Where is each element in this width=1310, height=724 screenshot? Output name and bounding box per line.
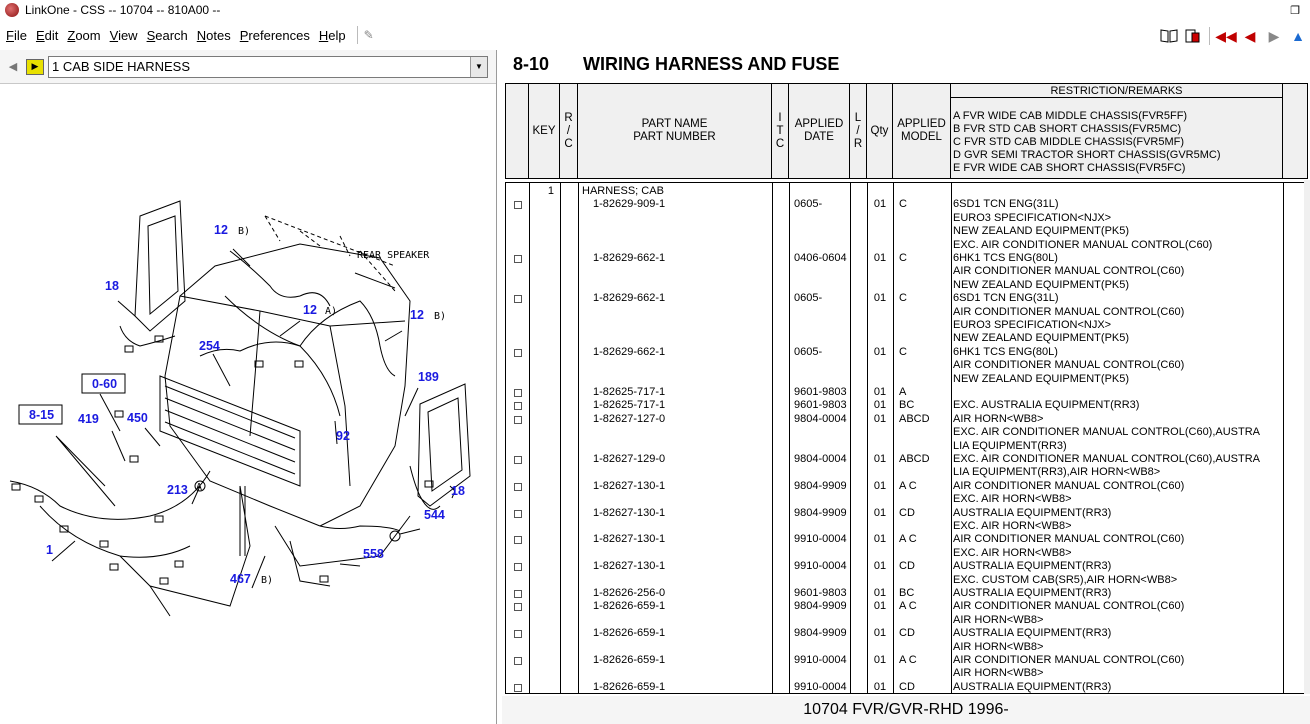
row-part: 1-82626-659-1 — [593, 654, 666, 666]
row-remark: AUSTRALIA EQUIPMENT(RR3) — [953, 627, 1112, 640]
row-part: 1-82626-256-0 — [593, 587, 666, 599]
row-remark: EXC. AIR HORN<WB8> — [953, 493, 1072, 506]
row-applied-model: A C — [899, 654, 917, 666]
row-applied-model: C — [899, 252, 907, 264]
menu-separator — [357, 26, 358, 44]
menu-item-mnemonic: P — [239, 27, 249, 43]
row-remark: NEW ZEALAND EQUIPMENT(PK5) — [953, 372, 1130, 385]
row-applied-model: C — [899, 345, 907, 358]
row-qty: 01 — [873, 479, 887, 492]
callout-suffix: B) — [261, 575, 274, 586]
row-part: 1-82627-130-1 — [593, 560, 666, 573]
menu-item-mnemonic: S — [146, 27, 156, 43]
row-remark: AIR CONDITIONER MANUAL CONTROL(C60) — [953, 654, 1185, 666]
row-part: 1-82627-129-0 — [593, 453, 666, 465]
table-row[interactable] — [506, 560, 1308, 587]
menu-item-file[interactable] — [3, 28, 30, 43]
restore-icon: ❐ — [1290, 4, 1300, 17]
row-remark: LIA EQUIPMENT(RR3) — [953, 439, 1067, 452]
row-qty: 01 — [873, 506, 887, 519]
row-checkbox[interactable] — [514, 603, 522, 611]
row-qty: 01 — [873, 292, 887, 305]
restriction-legend-line: A FVR WIDE CAB MIDDLE CHASSIS(FVR5FF) — [953, 110, 1188, 122]
book-icon[interactable] — [1157, 25, 1181, 47]
next-page-icon[interactable]: ▶ — [1268, 27, 1280, 44]
restriction-legend — [951, 110, 1282, 175]
table-row[interactable] — [506, 198, 1308, 252]
row-applied-date: 9804-0004 — [794, 412, 847, 425]
row-part: 1-82626-659-1 — [593, 680, 666, 693]
row-checkbox[interactable] — [514, 483, 522, 491]
row-checkbox[interactable] — [514, 456, 522, 464]
table-row[interactable] — [506, 346, 1308, 386]
row-remark: AIR CONDITIONER MANUAL CONTROL(C60) — [953, 479, 1185, 492]
header-key: KEY — [529, 84, 560, 178]
restriction-legend-line: C FVR STD CAB MIDDLE CHASSIS(FVR5MF) — [953, 136, 1185, 148]
previous-page-icon[interactable]: ◀ — [1244, 27, 1256, 44]
row-remark: AIR CONDITIONER MANUAL CONTROL(C60) — [953, 305, 1185, 318]
row-applied-date: 0605- — [794, 345, 823, 358]
menu-item-help[interactable] — [316, 28, 349, 43]
callout-8-15: 8-15 — [29, 408, 55, 422]
menu-item-mnemonic: N — [196, 27, 207, 43]
table-row[interactable] — [506, 587, 1308, 600]
row-checkbox[interactable] — [514, 389, 522, 397]
row-qty: 01 — [873, 345, 887, 358]
row-remark: 6HK1 TCS ENG(80L) — [953, 252, 1058, 264]
row-applied-model: BC — [899, 587, 915, 599]
row-applied-model: A C — [899, 533, 917, 546]
callout-12-mid: 12 — [303, 303, 317, 317]
row-applied-model: CD — [899, 627, 915, 640]
menu-item-label: oom — [75, 27, 101, 43]
row-part: 1-82629-662-1 — [593, 292, 666, 305]
restriction-legend-line: D GVR SEMI TRACTOR SHORT CHASSIS(GVR5MC) — [953, 149, 1221, 161]
table-row[interactable] — [506, 252, 1308, 292]
row-applied-date: 9804-9909 — [794, 627, 847, 640]
row-remark: EXC. AIR HORN<WB8> — [953, 519, 1072, 532]
table-row[interactable] — [506, 533, 1308, 560]
row-applied-date: 9910-0004 — [794, 654, 847, 666]
row-applied-model: ABCD — [899, 453, 930, 465]
menu-item-preferences[interactable] — [237, 28, 313, 43]
row-remark: AIR CONDITIONER MANUAL CONTROL(C60) — [953, 533, 1185, 546]
menu-item-label: earch — [155, 27, 188, 43]
first-page-icon[interactable]: ◀◀ — [1215, 27, 1237, 44]
table-row[interactable] — [506, 185, 1308, 198]
row-applied-model: ABCD — [899, 412, 930, 425]
callout-0-60: 0-60 — [92, 377, 118, 391]
row-remark: EXC. AIR CONDITIONER MANUAL CONTROL(C60),AUSTRA — [953, 426, 1261, 439]
menu-item-label: otes — [206, 27, 231, 43]
row-checkbox[interactable] — [514, 630, 522, 638]
row-checkbox[interactable] — [514, 201, 522, 209]
row-part: 1-82627-127-0 — [593, 412, 666, 425]
row-part: 1-82627-130-1 — [593, 506, 666, 519]
callout-12-right: 12 — [410, 308, 424, 322]
row-remark: AIR CONDITIONER MANUAL CONTROL(C60) — [953, 359, 1185, 372]
menu-item-zoom[interactable] — [64, 28, 103, 43]
row-applied-date: 9910-0004 — [794, 560, 847, 573]
row-applied-model: CD — [899, 506, 915, 519]
row-part: 1-82629-662-1 — [593, 252, 666, 264]
row-part: 1-82627-130-1 — [593, 479, 666, 492]
row-key: 1 — [547, 185, 554, 197]
callout-suffix: B) — [238, 226, 251, 237]
row-applied-model: C — [899, 292, 907, 305]
row-remark: AUSTRALIA EQUIPMENT(RR3) — [953, 506, 1112, 519]
row-remark: AIR HORN<WB8> — [953, 640, 1044, 653]
header-rc: R / C — [560, 84, 578, 178]
header-checkbox-column — [506, 84, 529, 178]
pin-icon[interactable]: ✎ — [363, 28, 374, 42]
restore-button[interactable] — [1280, 0, 1310, 20]
row-remark: 6SD1 TCN ENG(31L) — [953, 198, 1059, 211]
row-checkbox[interactable] — [514, 416, 522, 424]
row-checkbox[interactable] — [514, 510, 522, 518]
row-checkbox[interactable] — [514, 255, 522, 263]
callout-213: 213 — [167, 483, 188, 497]
row-remark: NEW ZEALAND EQUIPMENT(PK5) — [953, 332, 1130, 345]
row-applied-date: 9910-0004 — [794, 533, 847, 546]
callout-1: 1 — [46, 543, 53, 557]
header-lr: L / R — [850, 84, 867, 178]
menu-item-mnemonic: H — [318, 27, 329, 43]
illustration-toolbar — [0, 50, 496, 84]
callout-558: 558 — [363, 547, 384, 561]
row-applied-model: CD — [899, 680, 915, 693]
row-applied-date: 9601-9803 — [794, 399, 847, 412]
row-checkbox[interactable] — [514, 349, 522, 357]
menu-item-search[interactable] — [144, 28, 191, 43]
parts-list-pane — [502, 50, 1310, 724]
table-row[interactable] — [506, 292, 1308, 346]
menu-item-view[interactable] — [107, 28, 141, 43]
row-qty: 01 — [873, 386, 887, 398]
menu-item-label: ile — [13, 27, 27, 43]
table-row[interactable] — [506, 681, 1308, 694]
callout-544: 544 — [424, 508, 445, 522]
row-qty: 01 — [873, 600, 887, 613]
callout-18-right: 18 — [451, 484, 465, 498]
row-remark: EXC. AIR CONDITIONER MANUAL CONTROL(C60),AUSTRA — [953, 453, 1261, 465]
row-checkbox[interactable] — [514, 684, 522, 692]
illustration-select[interactable] — [48, 56, 488, 78]
menu-item-mnemonic: V — [109, 27, 119, 43]
forward-icon[interactable]: ▶ — [26, 59, 44, 75]
illustration-pane — [0, 50, 497, 724]
row-qty: 01 — [873, 198, 887, 211]
menu-item-label: iew — [118, 27, 138, 43]
callout-18-left: 18 — [105, 279, 119, 293]
toolbar-separator — [1209, 27, 1210, 45]
restriction-legend-line: E FVR WIDE CAB SHORT CHASSIS(FVR5FC) — [953, 162, 1186, 174]
menu-bar — [0, 24, 1310, 46]
wiring-diagram — [0, 86, 496, 724]
callout-suffix: A) — [325, 306, 338, 317]
row-applied-date: 9601-9803 — [794, 587, 847, 599]
row-applied-date: 9804-9909 — [794, 506, 847, 519]
row-part: 1-82629-662-1 — [593, 345, 666, 358]
menu-item-mnemonic: E — [35, 27, 45, 43]
row-qty: 01 — [873, 252, 887, 264]
callout-254: 254 — [199, 339, 220, 353]
row-remark: AIR HORN<WB8> — [953, 412, 1044, 425]
rear-speaker-label: REAR SPEAKER — [357, 250, 430, 261]
row-remark: AIR HORN<WB8> — [953, 667, 1044, 680]
window-title: LinkOne - CSS -- 10704 -- 810A00 -- — [25, 3, 221, 17]
header-applied-date: APPLIED DATE — [789, 84, 850, 178]
header-restriction — [951, 84, 1283, 178]
table-row[interactable] — [506, 627, 1308, 654]
row-remark: AIR CONDITIONER MANUAL CONTROL(C60) — [953, 265, 1185, 278]
callout-92: 92 — [336, 429, 350, 443]
restriction-legend-line: B FVR STD CAB SHORT CHASSIS(FVR5MC) — [953, 123, 1182, 135]
row-remark: AIR CONDITIONER MANUAL CONTROL(C60) — [953, 600, 1185, 613]
table-row[interactable] — [506, 386, 1308, 399]
row-remark: AUSTRALIA EQUIPMENT(RR3) — [953, 680, 1112, 693]
header-applied-model: APPLIED MODEL — [893, 84, 951, 178]
table-row[interactable] — [506, 453, 1308, 480]
callout-450: 450 — [127, 411, 148, 425]
row-applied-model: A C — [899, 600, 917, 613]
row-checkbox[interactable] — [514, 657, 522, 665]
header-itc: I T C — [772, 84, 789, 178]
table-row[interactable] — [506, 654, 1308, 681]
parts-table — [505, 182, 1308, 694]
app-icon — [5, 3, 19, 17]
row-remark: 6HK1 TCS ENG(80L) — [953, 345, 1058, 358]
row-qty: 01 — [873, 654, 887, 666]
row-remark: EXC. AUSTRALIA EQUIPMENT(RR3) — [953, 399, 1140, 412]
row-checkbox[interactable] — [514, 295, 522, 303]
callout-467: 467 — [230, 572, 251, 586]
row-remark: EXC. CUSTOM CAB(SR5),AIR HORN<WB8> — [953, 573, 1178, 586]
row-remark: NEW ZEALAND EQUIPMENT(PK5) — [953, 278, 1130, 291]
row-remark: EXC. AIR HORN<WB8> — [953, 546, 1072, 559]
row-part: 1-82627-130-1 — [593, 533, 666, 546]
row-applied-date: 9804-9909 — [794, 600, 847, 613]
callout-419: 419 — [78, 412, 99, 426]
row-qty: 01 — [873, 560, 887, 573]
row-remark: EURO3 SPECIFICATION<NJX> — [953, 318, 1112, 331]
table-row[interactable] — [506, 413, 1308, 453]
table-row[interactable] — [506, 480, 1308, 507]
title-bar — [0, 0, 1310, 20]
row-applied-date: 9601-9803 — [794, 386, 847, 398]
row-applied-model: BC — [899, 399, 915, 412]
row-qty: 01 — [873, 412, 887, 425]
row-remark: LIA EQUIPMENT(RR3),AIR HORN<WB8> — [953, 466, 1161, 479]
table-header — [505, 83, 1308, 179]
page-toolbar — [1157, 24, 1310, 48]
table-row[interactable] — [506, 600, 1308, 627]
row-qty: 01 — [873, 399, 887, 412]
menu-item-label: elp — [328, 27, 346, 43]
row-applied-date: 0406-0604 — [794, 252, 847, 264]
row-part: 1-82626-659-1 — [593, 600, 666, 613]
menu-item-label: dit — [44, 27, 59, 43]
row-remark: NEW ZEALAND EQUIPMENT(PK5) — [953, 225, 1130, 238]
row-applied-date: 9910-0004 — [794, 680, 847, 693]
row-qty: 01 — [873, 453, 887, 465]
section-number: 8-10 — [513, 53, 550, 74]
document-icon[interactable] — [1181, 25, 1205, 47]
row-remark: AUSTRALIA EQUIPMENT(RR3) — [953, 587, 1112, 599]
row-applied-date: 0605- — [794, 198, 823, 211]
row-checkbox[interactable] — [514, 402, 522, 410]
row-part: 1-82629-909-1 — [593, 198, 666, 211]
row-qty: 01 — [873, 627, 887, 640]
menu-item-mnemonic: F — [6, 27, 14, 43]
menu-item-label: references — [248, 27, 310, 43]
callout-12-top: 12 — [214, 223, 228, 237]
menu-item-edit[interactable] — [33, 28, 61, 43]
illustration-select-value: 1 CAB SIDE HARNESS — [52, 59, 190, 74]
row-part: 1-82625-717-1 — [593, 399, 666, 412]
section-header — [502, 50, 1310, 78]
row-part: 1-82626-659-1 — [593, 627, 666, 640]
menu-item-mnemonic: Z — [67, 27, 76, 43]
row-qty: 01 — [873, 533, 887, 546]
row-qty: 01 — [873, 587, 887, 599]
row-checkbox[interactable] — [514, 590, 522, 598]
callout-suffix: B) — [434, 311, 447, 322]
callout-suffix: A — [196, 482, 203, 493]
row-applied-model: C — [899, 198, 907, 211]
section-title: WIRING HARNESS AND FUSE — [583, 53, 840, 74]
row-applied-date: 0605- — [794, 292, 823, 305]
row-applied-date: 9804-9909 — [794, 479, 847, 492]
row-part: 1-82625-717-1 — [593, 386, 666, 398]
row-remark: EURO3 SPECIFICATION<NJX> — [953, 211, 1112, 224]
row-applied-model: A — [899, 386, 907, 398]
row-remark: 6SD1 TCN ENG(31L) — [953, 292, 1059, 305]
row-remark: AUSTRALIA EQUIPMENT(RR3) — [953, 560, 1112, 573]
row-checkbox[interactable] — [514, 563, 522, 571]
dropdown-arrow-icon[interactable]: ▼ — [470, 57, 487, 77]
header-part: PART NAME PART NUMBER — [578, 84, 772, 178]
table-row[interactable] — [506, 399, 1308, 412]
row-applied-model: A C — [899, 479, 917, 492]
menu-item-notes[interactable] — [194, 28, 234, 43]
table-row[interactable] — [506, 507, 1308, 534]
row-remark: EXC. AIR CONDITIONER MANUAL CONTROL(C60) — [953, 238, 1213, 251]
row-checkbox[interactable] — [514, 536, 522, 544]
row-part: HARNESS; CAB — [582, 185, 664, 197]
row-remark: AIR HORN<WB8> — [953, 613, 1044, 626]
row-qty: 01 — [873, 680, 887, 693]
callout-189: 189 — [418, 370, 439, 384]
row-applied-model: CD — [899, 560, 915, 573]
header-qty: Qty — [867, 84, 893, 178]
footer-caption: 10704 FVR/GVR-RHD 1996- — [502, 696, 1310, 724]
back-icon[interactable]: ◀ — [8, 61, 18, 73]
vertical-scrollbar[interactable] — [1304, 180, 1310, 694]
row-applied-date: 9804-0004 — [794, 453, 847, 465]
restriction-title: RESTRICTION/REMARKS — [951, 84, 1282, 98]
up-icon[interactable]: ▲ — [1291, 28, 1305, 44]
